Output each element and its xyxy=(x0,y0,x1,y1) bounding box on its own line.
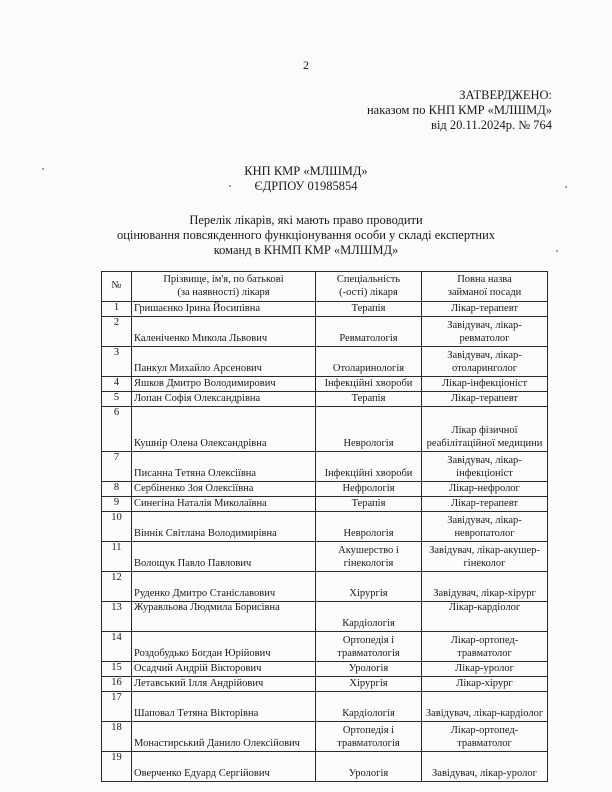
header-specialty-line2: (-ості) лікаря xyxy=(339,286,398,298)
row-position: Завідувач, лікар-ревматолог xyxy=(422,317,548,347)
row-specialty: Нефрологія xyxy=(316,482,422,497)
row-name: Писанна Тетяна Олексіївна xyxy=(132,452,316,482)
row-specialty: Кардіологія xyxy=(316,692,422,722)
table-row xyxy=(102,302,548,317)
row-name: Руденко Дмитро Станіславович xyxy=(132,572,316,602)
table-row xyxy=(102,677,548,692)
header-name-line2: (за наявності) лікаря xyxy=(177,286,270,298)
row-specialty: Терапія xyxy=(316,392,422,407)
row-specialty: Терапія xyxy=(316,497,422,512)
row-name: Летавський Ілля Андрійович xyxy=(132,677,316,692)
row-num: 9 xyxy=(102,497,132,512)
row-specialty: Урологія xyxy=(316,662,422,677)
row-specialty: Отоларинологія xyxy=(316,347,422,377)
row-position: Лікар-терапевт xyxy=(422,392,548,407)
table-row xyxy=(102,497,548,512)
row-position: Лікар-хірург xyxy=(422,677,548,692)
org-name: КНП КМР «МЛШМД» xyxy=(244,164,368,178)
header-name-line1: Прізвище, ім'я, по батькові xyxy=(163,273,284,285)
table-row xyxy=(102,407,548,452)
row-name: Каленіченко Микола Львович xyxy=(132,317,316,347)
row-name: Монастирський Данило Олексійович xyxy=(132,722,316,752)
row-position: Завідувач, лікар-інфекціоніст xyxy=(422,452,548,482)
row-specialty: Хірургія xyxy=(316,572,422,602)
approval-order-line: наказом по КНП КМР «МЛШМД» xyxy=(366,103,552,117)
row-specialty: Ревматологія xyxy=(316,317,422,347)
row-num: 19 xyxy=(102,752,132,782)
row-num: 7 xyxy=(102,452,132,482)
org-code: ЄДРПОУ 01985854 xyxy=(254,179,358,193)
page-number: 2 xyxy=(303,58,309,72)
row-name: Яшков Дмитро Володимирович xyxy=(132,377,316,392)
list-title-line2: оцінювання повсякденного функціонування особи у складі експертних xyxy=(116,228,496,242)
row-num: 10 xyxy=(102,512,132,542)
row-position: Завідувач, лікар-невропатолог xyxy=(422,512,548,542)
row-position: Лікар-уролог xyxy=(422,662,548,677)
row-num: 3 xyxy=(102,347,132,377)
row-position: Завідувач, лікар-уролог xyxy=(422,752,548,782)
approval-heading: ЗАТВЕРДЖЕНО: xyxy=(459,88,552,102)
row-name: Волощук Павло Павлович xyxy=(132,542,316,572)
row-num: 11 xyxy=(102,542,132,572)
row-name: Лопан Софія Олександрівна xyxy=(132,392,316,407)
row-name: Гришаєнко Ірина Йосипівна xyxy=(132,302,316,317)
row-name: Журавльова Людмила Борисівна xyxy=(132,602,316,632)
row-name: Синегіна Наталія Миколаївна xyxy=(132,497,316,512)
header-num: № xyxy=(102,272,132,302)
table-row xyxy=(102,542,548,572)
row-name: Оверченко Едуард Сергійович xyxy=(132,752,316,782)
approval-date-line: від 20.11.2024р. № 764 xyxy=(431,118,552,132)
row-name: Панкул Михайло Арсенович xyxy=(132,347,316,377)
row-specialty: Інфекційні хвороби xyxy=(316,377,422,392)
header-position xyxy=(422,272,548,302)
row-num: 13 xyxy=(102,602,132,632)
list-title-line1: Перелік лікарів, які мають право проводити xyxy=(189,213,423,227)
row-num: 8 xyxy=(102,482,132,497)
header-specialty xyxy=(316,272,422,302)
row-name: Віннік Світлана Володимирівна xyxy=(132,512,316,542)
row-specialty: Неврологія xyxy=(316,407,422,452)
scan-speck xyxy=(556,250,558,252)
row-num: 5 xyxy=(102,392,132,407)
table-row xyxy=(102,602,548,632)
table-row xyxy=(102,377,548,392)
table-row xyxy=(102,692,548,722)
scan-speck xyxy=(42,168,44,170)
row-position: Лікар-кардіолог xyxy=(422,602,548,632)
row-num: 12 xyxy=(102,572,132,602)
row-num: 6 xyxy=(102,407,132,452)
row-position: Завідувач, лікар-кардіолог xyxy=(422,692,548,722)
row-name: Шаповал Тетяна Вікторівна xyxy=(132,692,316,722)
row-position: Лікар-терапевт xyxy=(422,302,548,317)
row-position: Завідувач, лікар-акушер-гінеколог xyxy=(422,542,548,572)
scan-speck xyxy=(229,185,231,187)
row-specialty: Кардіологія xyxy=(316,602,422,632)
scan-speck xyxy=(565,186,567,188)
doctors-table xyxy=(101,271,548,782)
row-num: 16 xyxy=(102,677,132,692)
table-row xyxy=(102,452,548,482)
table-row xyxy=(102,512,548,542)
table-row xyxy=(102,752,548,782)
row-position: Лікар-ортопед-травматолог xyxy=(422,722,548,752)
row-specialty: Урологія xyxy=(316,752,422,782)
header-position-line2: займаної посади xyxy=(447,286,522,298)
row-position: Лікар-інфекціоніст xyxy=(422,377,548,392)
row-specialty: Неврологія xyxy=(316,512,422,542)
table-row xyxy=(102,317,548,347)
table-row xyxy=(102,347,548,377)
row-num: 2 xyxy=(102,317,132,347)
row-position: Завідувач, лікар-отоларинголог xyxy=(422,347,548,377)
row-position: Лікар-нефролог xyxy=(422,482,548,497)
table-header-row xyxy=(102,272,548,302)
row-num: 1 xyxy=(102,302,132,317)
row-specialty: Хірургія xyxy=(316,677,422,692)
row-specialty: Ортопедія і травматологія xyxy=(316,632,422,662)
header-specialty-line1: Спеціальність xyxy=(336,273,401,285)
table-row xyxy=(102,632,548,662)
row-num: 17 xyxy=(102,692,132,722)
row-num: 18 xyxy=(102,722,132,752)
row-name: Сербіненко Зоя Олексіївна xyxy=(132,482,316,497)
table-row xyxy=(102,662,548,677)
row-position: Завідувач, лікар-хірург xyxy=(422,572,548,602)
row-specialty: Інфекційні хвороби xyxy=(316,452,422,482)
table-row xyxy=(102,392,548,407)
row-position: Лікар-ортопед-травматолог xyxy=(422,632,548,662)
row-specialty: Терапія xyxy=(316,302,422,317)
row-num: 14 xyxy=(102,632,132,662)
table-row xyxy=(102,482,548,497)
row-name: Роздобудько Богдан Юрійович xyxy=(132,632,316,662)
row-position: Лікар фізичної реабілітаційної медицини xyxy=(422,407,548,452)
header-position-line1: Повна назва xyxy=(457,273,512,285)
table-row xyxy=(102,722,548,752)
table-row xyxy=(102,572,548,602)
row-name: Осадчий Андрій Вікторович xyxy=(132,662,316,677)
header-name xyxy=(132,272,316,302)
list-title-line3: команд в КНМП КМР «МЛШМД» xyxy=(213,243,399,257)
row-position: Лікар-терапевт xyxy=(422,497,548,512)
row-specialty: Ортопедія і травматологія xyxy=(316,722,422,752)
row-num: 4 xyxy=(102,377,132,392)
row-num: 15 xyxy=(102,662,132,677)
row-specialty: Акушерство і гінекологія xyxy=(316,542,422,572)
row-name: Кушнір Олена Олександрівна xyxy=(132,407,316,452)
